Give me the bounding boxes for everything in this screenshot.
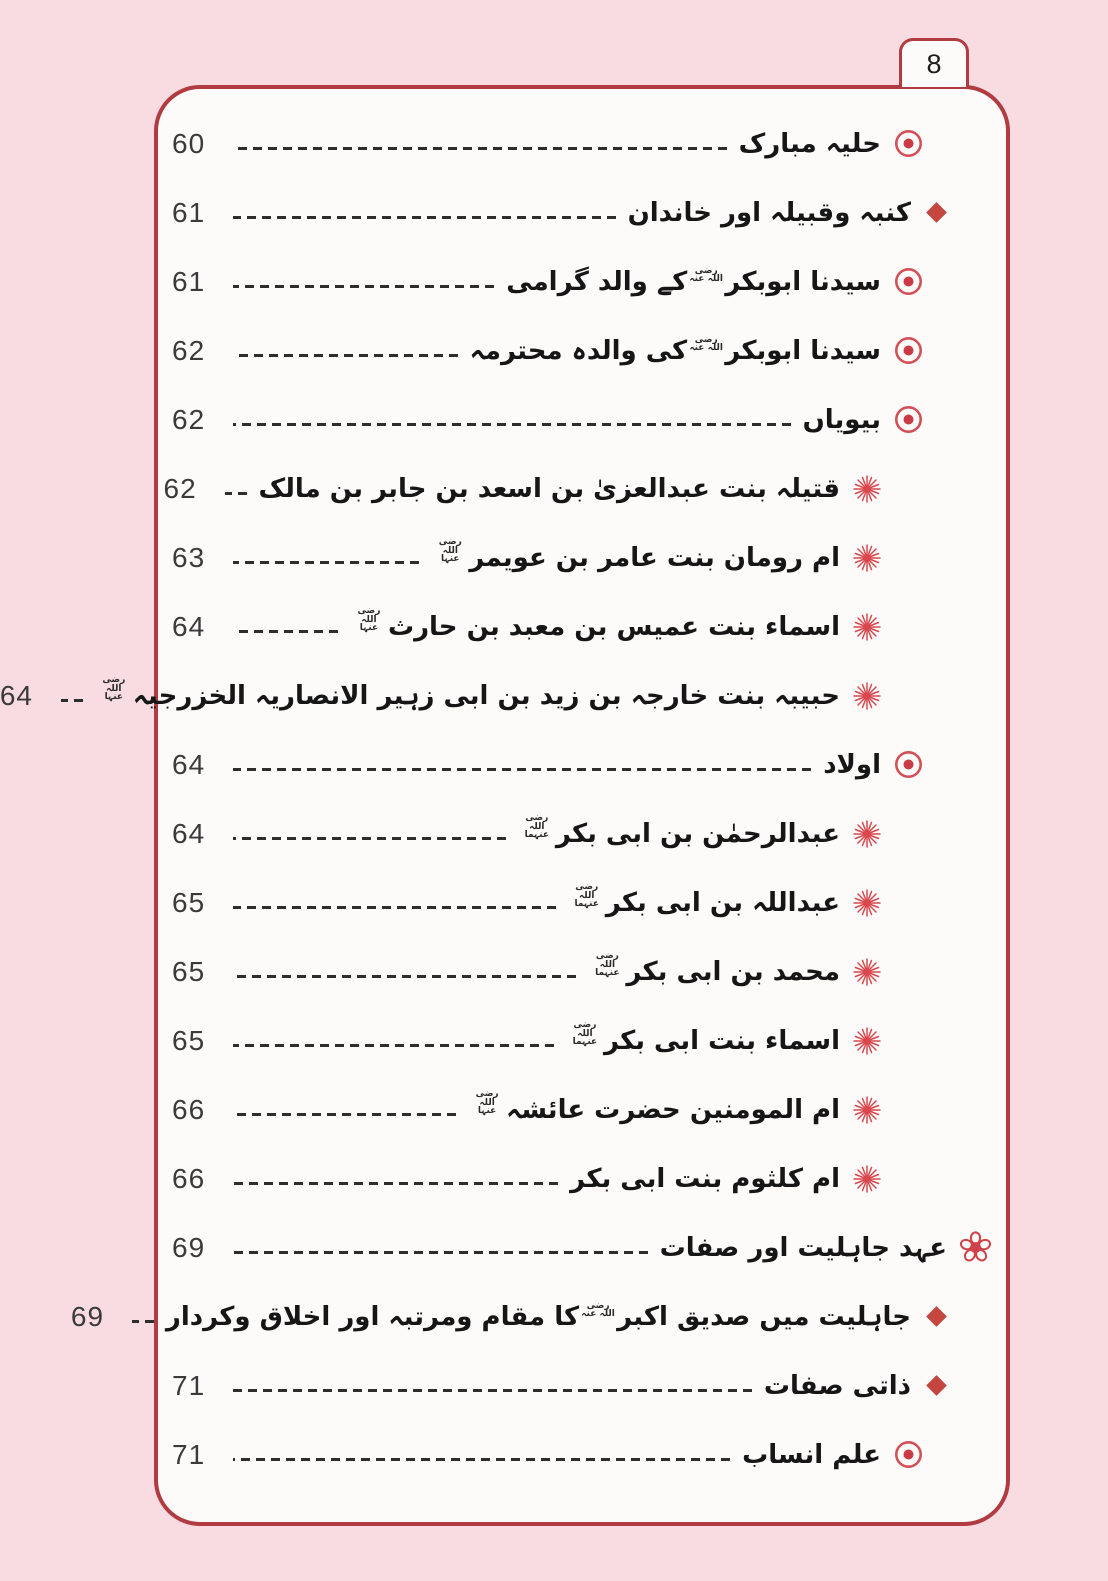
dotted-leader <box>233 906 556 909</box>
honorific-mark: رضی اللہ عنہ <box>689 334 723 353</box>
toc-entry-title: اسماء بنت ابی بکررضی اللہ عنہما <box>566 1026 840 1056</box>
starburst-bullet-icon <box>852 957 882 987</box>
toc-entry-page-number: 62 <box>172 334 206 366</box>
toc-entry-page-number: 64 <box>172 817 206 849</box>
toc-entry-page-number: 63 <box>172 541 206 573</box>
diamond-bullet-icon <box>923 1372 950 1399</box>
circle-dot-bullet-icon <box>893 1439 924 1470</box>
circle-dot-bullet-icon <box>893 335 924 366</box>
dotted-leader <box>233 975 576 978</box>
toc-entry-page-number: 60 <box>172 127 206 159</box>
dotted-leader <box>225 492 247 495</box>
dotted-leader <box>233 1113 456 1116</box>
toc-row <box>172 730 994 799</box>
toc-entry-title: حلیہ مبارک <box>738 128 881 159</box>
starburst-bullet-icon <box>852 888 882 918</box>
toc-row <box>172 1075 994 1144</box>
toc-entry-title: کنبہ وقبیلہ اور خاندان <box>627 197 911 228</box>
circle-dot-bullet-icon <box>893 266 924 297</box>
toc-entry-page-number: 69 <box>172 1231 206 1263</box>
toc-row <box>172 316 994 385</box>
toc-entry-page-number: 64 <box>0 679 33 711</box>
toc-row <box>172 937 994 1006</box>
honorific-mark: رضی اللہ عنہ <box>689 265 723 284</box>
circle-dot-bullet-icon <box>893 404 924 435</box>
toc-list <box>0 89 1006 1489</box>
honorific-mark: رضی اللہ عنہ <box>581 1300 615 1319</box>
toc-row <box>70 1282 994 1351</box>
toc-entry-title: حبیبہ بنت خارجہ بن زید بن ابی زہیر الانصاریہ الخزرجیہرضی اللہ عنہا <box>95 681 840 711</box>
dotted-leader <box>233 837 506 840</box>
toc-row <box>172 523 994 592</box>
starburst-bullet-icon <box>852 1164 882 1194</box>
flower-bullet-icon <box>959 1231 992 1264</box>
toc-entry-title: سیدنا ابوبکررضی اللہ عنہ‏کی والدہ محترمہ <box>469 334 881 366</box>
toc-row <box>172 1351 994 1420</box>
toc-row <box>172 1144 994 1213</box>
toc-entry-title: عہد جاہلیت اور صفات <box>659 1232 947 1263</box>
toc-entry-page-number: 64 <box>172 610 206 642</box>
starburst-bullet-icon <box>852 1026 882 1056</box>
toc-entry-title: بیویاں <box>802 404 881 435</box>
toc-row <box>172 109 994 178</box>
toc-row <box>172 178 994 247</box>
toc-entry-page-number: 64 <box>172 748 206 780</box>
dotted-leader <box>132 1320 154 1323</box>
starburst-bullet-icon <box>852 612 882 642</box>
toc-row <box>163 454 994 523</box>
toc-entry-page-number: 65 <box>172 1024 206 1056</box>
dotted-leader <box>233 768 811 771</box>
toc-entry-page-number: 69 <box>70 1300 105 1332</box>
toc-entry-title: اولاد <box>823 749 881 780</box>
toc-row <box>172 799 994 868</box>
dotted-leader <box>233 423 791 426</box>
dotted-leader <box>233 1182 558 1185</box>
toc-row <box>172 592 994 661</box>
honorific-mark: رضی اللہ عنہما <box>574 882 599 910</box>
toc-entry-title: ام رومان بنت عامر بن عویمررضی اللہ عنہا <box>431 543 840 573</box>
toc-panel <box>0 85 1010 1526</box>
toc-entry-page-number: 65 <box>172 955 206 987</box>
toc-entry-title: اسماء بنت عمیس بن معبد بن حارثرضی اللہ عنہا <box>350 612 840 642</box>
toc-entry-title: ام المومنین حضرت عائشہرضی اللہ عنہا <box>468 1095 840 1125</box>
starburst-bullet-icon <box>852 543 882 573</box>
toc-entry-title: محمد بن ابی بکررضی اللہ عنہما <box>588 957 840 987</box>
honorific-mark: رضی اللہ عنہما <box>595 951 620 979</box>
toc-entry-page-number: 65 <box>172 886 206 918</box>
circle-dot-bullet-icon <box>893 749 924 780</box>
dotted-leader <box>233 1389 752 1392</box>
toc-entry-page-number: 71 <box>172 1438 206 1470</box>
dotted-leader <box>233 1251 648 1254</box>
starburst-bullet-icon <box>852 474 882 504</box>
toc-entry-page-number: 66 <box>172 1162 206 1194</box>
honorific-mark: رضی اللہ عنہما <box>572 1020 598 1048</box>
toc-entry-title: جاہلیت میں صدیق اکبررضی اللہ عنہ‏کا مقام ومرتبہ اور اخلاق وکردار <box>165 1300 911 1332</box>
honorific-mark: رضی اللہ عنہما <box>524 813 550 841</box>
toc-entry-page-number: 62 <box>163 472 197 504</box>
dotted-leader <box>61 699 83 702</box>
toc-row <box>0 661 994 730</box>
toc-row <box>172 1420 994 1489</box>
toc-row <box>172 868 994 937</box>
toc-entry-title: عبداللہ بن ابی بکررضی اللہ عنہما <box>568 888 840 918</box>
toc-entry-page-number: 61 <box>172 265 206 297</box>
honorific-mark: رضی اللہ عنہا <box>357 606 381 634</box>
starburst-bullet-icon <box>852 1095 882 1125</box>
diamond-bullet-icon <box>923 199 950 226</box>
diamond-bullet-icon <box>923 1303 950 1330</box>
toc-row <box>172 1006 994 1075</box>
toc-entry-page-number: 66 <box>172 1093 206 1125</box>
toc-entry-title: ام کلثوم بنت ابی بکر <box>570 1163 840 1194</box>
dotted-leader <box>233 630 338 633</box>
starburst-bullet-icon <box>852 819 882 849</box>
toc-entry-page-number: 71 <box>172 1369 206 1401</box>
toc-entry-title: سیدنا ابوبکررضی اللہ عنہ‏کے والد گرامی <box>506 265 881 297</box>
dotted-leader <box>233 1458 730 1461</box>
page-number: 8 <box>926 48 942 79</box>
dotted-leader <box>233 561 419 564</box>
dotted-leader <box>233 354 458 357</box>
dotted-leader <box>233 1044 554 1047</box>
toc-entry-page-number: 61 <box>172 196 206 228</box>
honorific-mark: رضی اللہ عنہا <box>475 1089 499 1117</box>
toc-entry-page-number: 62 <box>172 403 206 435</box>
honorific-mark: رضی اللہ عنہا <box>102 675 126 703</box>
toc-row <box>172 1213 994 1282</box>
toc-entry-title: عبدالرحمٰن بن ابی بکررضی اللہ عنہما <box>518 819 840 849</box>
dotted-leader <box>233 285 494 288</box>
toc-row <box>172 385 994 454</box>
toc-entry-title: علم انساب <box>742 1439 881 1470</box>
toc-row <box>172 247 994 316</box>
circle-dot-bullet-icon <box>893 128 924 159</box>
dotted-leader <box>233 147 727 150</box>
toc-entry-title: ذاتی صفات <box>763 1370 911 1401</box>
starburst-bullet-icon <box>852 681 882 711</box>
dotted-leader <box>233 216 616 219</box>
honorific-mark: رضی اللہ عنہا <box>438 537 462 565</box>
toc-entry-title: قتیلہ بنت عبدالعزیٰ بن اسعد بن جابر بن مالک <box>258 473 840 504</box>
page-number-tab <box>899 38 969 87</box>
